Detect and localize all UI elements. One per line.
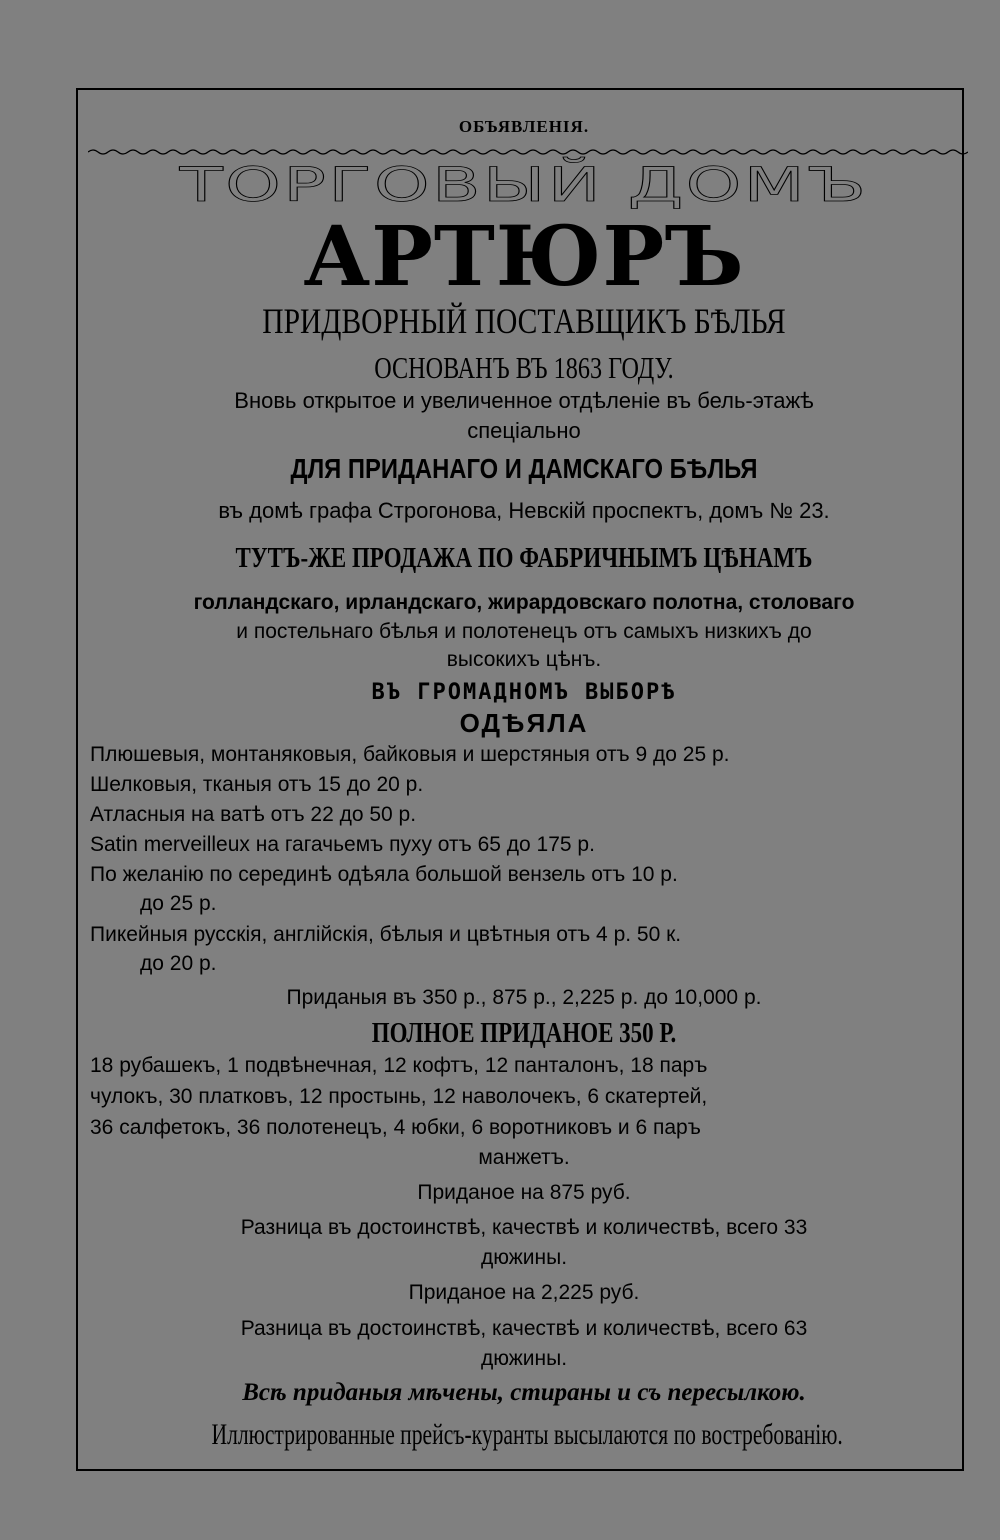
- full-dowry-line: 18 рубашекъ, 1 подвѣнечная, 12 кофтъ, 12 панталонъ, 18 паръ: [90, 1054, 708, 1077]
- wavy-divider: [88, 148, 968, 156]
- sale-line-2: и постельнаго бѣлья и полотенецъ отъ самыхъ низкихъ до: [236, 620, 812, 643]
- blanket-line: до 20 р.: [140, 952, 217, 975]
- blanket-line: Атласныя на ватѣ отъ 22 до 50 р.: [90, 803, 417, 826]
- company-name: АРТЮРЪ: [303, 209, 745, 305]
- difference-33-line-2: дюжины.: [480, 1246, 568, 1269]
- factory-price-heading: ТУТЪ-ЖЕ ПРОДАЖА ПО ФАБРИЧНЫМЪ ЦѢНАМЪ: [235, 543, 813, 574]
- full-dowry-line: 36 салфетокъ, 36 полотенецъ, 4 юбки, 6 воротниковъ и 6 паръ: [90, 1116, 701, 1139]
- difference-63-line-1: Разница въ достоинствѣ, качествѣ и количествѣ, всего 63: [240, 1317, 808, 1340]
- sale-line-1: голландскаго, ирландскаго, жирардовскаго полотна, столоваго: [193, 591, 855, 614]
- section-header: ОБЪЯВЛЕНІЯ.: [458, 117, 590, 136]
- address-line: въ домѣ графа Строгонова, Невскій проспектъ, домъ № 23.: [218, 498, 830, 523]
- blankets-heading: ОДѢЯЛА: [459, 708, 589, 738]
- blanket-line: Пикейныя русскія, англійскія, бѣлыя и цвѣтныя отъ 4 р. 50 к.: [90, 923, 682, 946]
- trading-house-title: ТОРГОВЫЙ ДОМЪ: [179, 158, 869, 213]
- sale-line-3: высокихъ цѣнъ.: [446, 648, 602, 671]
- italic-note: Всѣ приданыя мѣчены, стираны и съ пересылкою.: [242, 1379, 806, 1406]
- difference-33-line-1: Разница въ достоинствѣ, качествѣ и количествѣ, всего 33: [240, 1216, 808, 1239]
- branch-line-1: Вновь открытое и увеличенное отдѣленіе въ бель-этажѣ: [234, 388, 814, 413]
- dowry-2225-line: Приданое на 2,225 руб.: [408, 1281, 640, 1304]
- purveyor-subtitle: ПРИДВОРНЫЙ ПОСТАВЩИКЪ БѢЛЬЯ: [262, 301, 786, 341]
- full-dowry-line: чулокъ, 30 платковъ, 12 простынь, 12 наволочекъ, 6 скатертей,: [90, 1085, 708, 1108]
- advertisement-frame: [76, 88, 964, 1471]
- huge-choice-heading: ВЪ ГРОМАДНОМЪ ВЫБОРѢ: [371, 680, 677, 705]
- blanket-line: По желанію по серединѣ одѣяла большой вензель отъ 10 р.: [90, 863, 678, 886]
- blanket-line: до 25 р.: [140, 892, 217, 915]
- dowry-lingerie-heading: ДЛЯ ПРИДАНАГО И ДАМСКАГО БѢЛЬЯ: [290, 453, 758, 484]
- founded-line: ОСНОВАНЪ ВЪ 1863 ГОДУ.: [374, 350, 674, 385]
- full-dowry-heading: ПОЛНОЕ ПРИДАНОЕ 350 Р.: [371, 1018, 677, 1049]
- branch-line-2: спеціально: [467, 418, 581, 443]
- dowry-875-line: Приданое на 875 руб.: [417, 1181, 631, 1204]
- full-dowry-line: манжетъ.: [478, 1146, 570, 1169]
- blanket-line: Плюшевыя, монтаняковыя, байковыя и шерстяныя отъ 9 до 25 р.: [90, 743, 730, 766]
- difference-63-line-2: дюжины.: [480, 1347, 568, 1370]
- price-list-footer: Иллюстрированные прейсъ-куранты высылаются по востребованію.: [211, 1418, 843, 1451]
- blanket-line: Шелковыя, тканыя отъ 15 до 20 р.: [90, 773, 424, 796]
- dowry-prices-line: Приданыя въ 350 р., 875 р., 2,225 р. до 10,000 р.: [286, 986, 762, 1009]
- blanket-line: Satin merveilleux на гагачьемъ пуху отъ 65 до 175 р.: [90, 833, 595, 856]
